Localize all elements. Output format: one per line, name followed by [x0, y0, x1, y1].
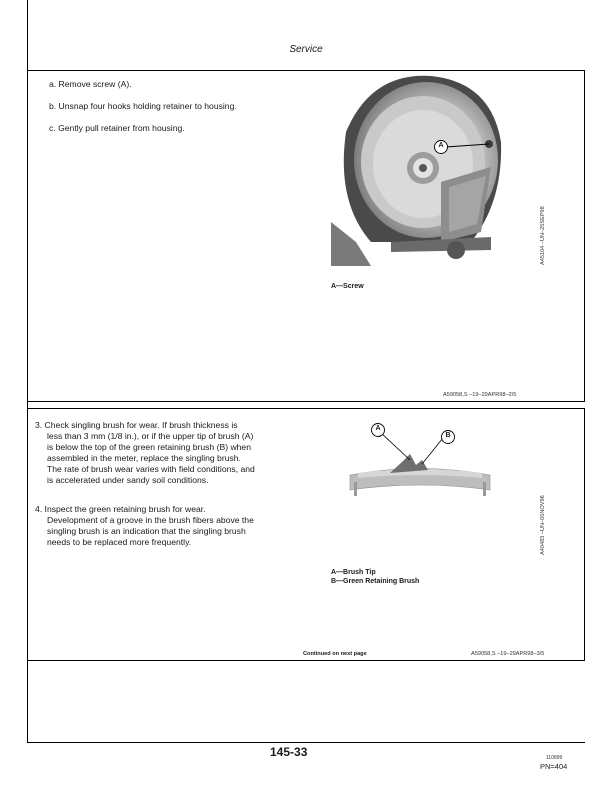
- date-code: 110899: [546, 755, 563, 761]
- step-b: b. Unsnap four hooks holding retainer to housing.: [49, 101, 237, 111]
- block1-bottom-rule: [27, 401, 585, 402]
- step-3-line-4: assembled in the meter, replace the singling brush.: [47, 453, 241, 463]
- brush-photo: [340, 420, 500, 505]
- step-3-line-6: is accelerated under sandy soil conditions.: [47, 475, 209, 485]
- block1-top-rule: [27, 70, 585, 71]
- photo1-caption: A—Screw: [331, 283, 364, 290]
- brush-illustration: [340, 420, 500, 505]
- step-3-line-2: less than 3 mm (1/8 in.), or if the upper tip of brush (A): [47, 431, 254, 441]
- section-title: Service: [289, 44, 323, 55]
- step-4: [35, 504, 254, 548]
- step-4-line-4: needs to be replaced more frequently.: [47, 537, 192, 547]
- retainer-photo: [331, 72, 504, 266]
- callout-a-label: A: [438, 142, 444, 149]
- step-4-line-1: 4. Inspect the green retaining brush for wear.: [35, 504, 206, 514]
- continued-note: Continued on next page: [303, 651, 367, 657]
- step-c: c. Gently pull retainer from housing.: [49, 123, 185, 133]
- caption-green-retaining-brush: B—Green Retaining Brush: [331, 578, 420, 585]
- retainer-illustration: [331, 72, 504, 266]
- left-margin-line: [27, 0, 28, 742]
- step-4-line-3: singling brush is an indication that the singling brush: [47, 526, 246, 536]
- block1-reference: A59058,S –19–29APR98–2/5: [443, 392, 517, 398]
- step-3-line-3: is below the top of the green retaining brush (B) when: [47, 442, 251, 452]
- callout-b-label: B: [445, 432, 451, 439]
- step-3: [35, 420, 255, 486]
- footer-rule: [27, 742, 585, 743]
- caption-brush-tip: A—Brush Tip: [331, 569, 376, 576]
- step-a: a. Remove screw (A).: [49, 79, 132, 89]
- page-number: 145-33: [270, 745, 308, 759]
- photo1-code: A45104 –UN–25SEP98: [540, 206, 546, 265]
- block2-bottom-rule: [27, 660, 585, 661]
- photo2-code: A40483 –UN–05NOV96: [540, 495, 546, 555]
- pn-number: PN=404: [540, 762, 568, 771]
- step-4-line-2: Development of a groove in the brush fibers above the: [47, 515, 254, 525]
- block2-right-rule: [584, 408, 585, 660]
- step-3-line-1: 3. Check singling brush for wear. If brush thickness is: [35, 420, 238, 430]
- callout-a-label: A: [375, 425, 381, 432]
- block2-top-rule: [27, 408, 585, 409]
- step-3-line-5: The rate of brush wear varies with field conditions, and: [47, 464, 255, 474]
- block2-reference: A59058,S –19–29APR98–3/5: [471, 651, 545, 657]
- block1-right-rule: [584, 70, 585, 401]
